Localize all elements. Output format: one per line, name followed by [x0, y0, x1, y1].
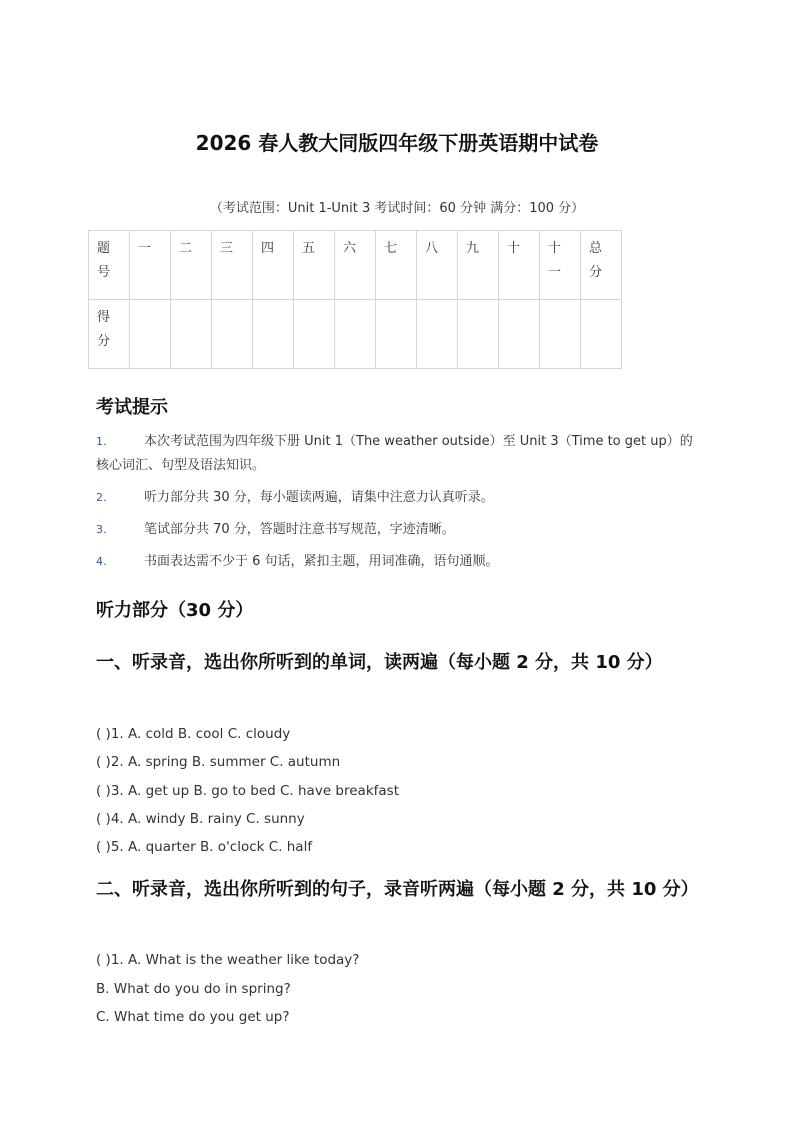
score-cell[interactable]	[458, 300, 499, 369]
part-one-heading: 一、听录音，选出你所听到的单词，读两遍（每小题 2 分，共 10 分）	[96, 652, 663, 673]
tip-text: 听力部分共 30 分，每小题读两遍，请集中注意力认真听录。	[144, 490, 494, 505]
tip-number: 1.	[96, 435, 107, 448]
score-cell[interactable]	[253, 300, 294, 369]
listening-section-heading: 听力部分（30 分）	[96, 600, 254, 621]
table-cell-header: 二	[171, 231, 212, 300]
score-cell[interactable]	[171, 300, 212, 369]
option-line: C. What time do you get up?	[96, 1009, 290, 1025]
tip-text: 书面表达需不少于 6 句话，紧扣主题，用词准确，语句通顺。	[144, 554, 499, 569]
table-cell-header: 五	[294, 231, 335, 300]
table-row-label: 得分	[89, 300, 130, 369]
table-cell-header: 八	[417, 231, 458, 300]
table-cell-header: 三	[212, 231, 253, 300]
table-cell-header: 十一	[540, 231, 581, 300]
tip-number: 3.	[96, 523, 107, 536]
table-cell-header: 七	[376, 231, 417, 300]
question-item: ( )1. A. What is the weather like today?	[96, 952, 360, 968]
score-cell[interactable]	[540, 300, 581, 369]
tip-item	[96, 550, 696, 574]
option-line: B. What do you do in spring?	[96, 981, 291, 997]
part-two-heading: 二、听录音，选出你所听到的句子，录音听两遍（每小题 2 分，共 10 分）	[96, 879, 699, 900]
question-item: ( )5. A. quarter B. o'clock C. half	[96, 839, 313, 855]
table-cell-header: 九	[458, 231, 499, 300]
table-cell-header: 一	[130, 231, 171, 300]
score-cell[interactable]	[335, 300, 376, 369]
question-item: ( )1. A. cold B. cool C. cloudy	[96, 726, 291, 742]
table-cell-header: 题号	[89, 231, 130, 300]
table-cell-header: 六	[335, 231, 376, 300]
question-item: ( )3. A. get up B. go to bed C. have breakfast	[96, 783, 399, 799]
tip-item	[96, 486, 696, 510]
score-cell[interactable]	[294, 300, 335, 369]
question-item: ( )2. A. spring B. summer C. autumn	[96, 754, 341, 770]
table-cell-header: 四	[253, 231, 294, 300]
score-cell[interactable]	[499, 300, 540, 369]
score-table-header-row	[89, 231, 622, 300]
score-cell[interactable]	[376, 300, 417, 369]
table-cell-header: 总分	[581, 231, 622, 300]
score-cell[interactable]	[212, 300, 253, 369]
score-cell[interactable]	[581, 300, 622, 369]
tip-item	[96, 518, 696, 542]
page-title: 2026 春人教大同版四年级下册英语期中试卷	[195, 131, 599, 155]
tips-heading: 考试提示	[96, 397, 168, 418]
tip-number: 2.	[96, 491, 107, 504]
table-cell-header: 十	[499, 231, 540, 300]
question-item: ( )4. A. windy B. rainy C. sunny	[96, 811, 305, 827]
tip-text: 笔试部分共 70 分，答题时注意书写规范，字迹清晰。	[144, 522, 455, 537]
tip-item	[96, 430, 696, 478]
score-cell[interactable]	[417, 300, 458, 369]
score-cell[interactable]	[130, 300, 171, 369]
score-table-score-row	[89, 300, 622, 369]
score-table	[88, 230, 622, 369]
tip-text: 本次考试范围为四年级下册 Unit 1（The weather outside）至 Unit 3（Time to get up）的核心词汇、句型及语法知识。	[96, 434, 693, 473]
tip-number: 4.	[96, 555, 107, 568]
exam-info: （考试范围：Unit 1-Unit 3 考试时间：60 分钟 满分：100 分）	[209, 201, 585, 216]
